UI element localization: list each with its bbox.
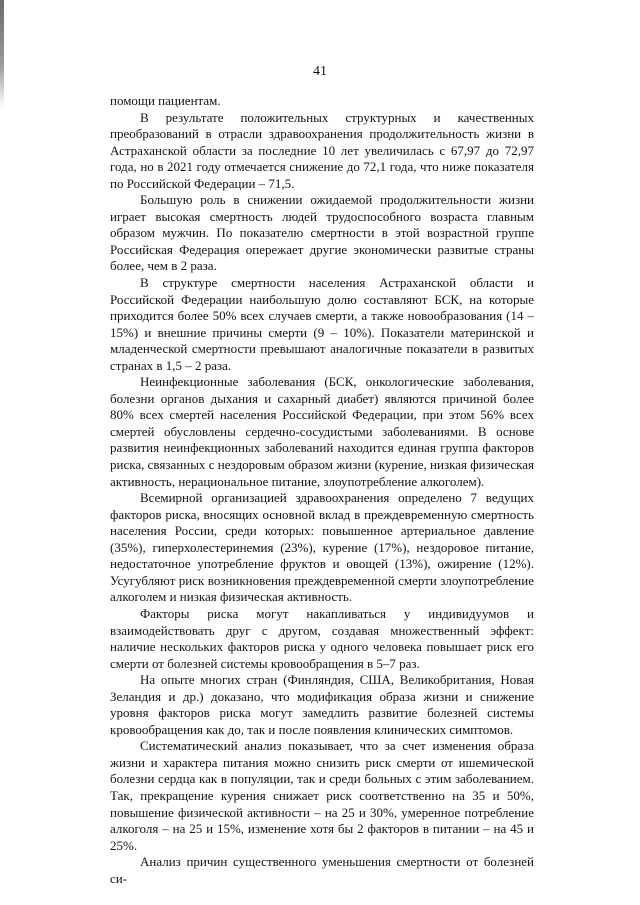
paragraph-noncommunicable-diseases: Неинфекционные заболевания (БСК, онкологические заболевания, болезни органов дыхания и сахарный диабет) являются причиной более 80% всех смертей населения Российской Федерации, при этом 56% всех смертей обусловлены сердечно-сосудистыми заболеваниями. В основе развития неинфекционных заболеваний находится единая группа факторов риска, связанных с нездоровым образом жизни (курение, низкая физическая активность, нерациональное питание, злоупотребление алкоголем). <box>110 374 534 489</box>
paragraph-continued: помощи пациентам. <box>110 93 221 108</box>
paragraph-systematic-analysis: Систематический анализ показывает, что за счет изменения образа жизни и характера питания можно снизить риск смерти от ишемической болезни сердца как в популяции, так и среди больных с этим заболеванием. Так, прекращение курения снижает риск соответственно на 35 и 50%, повышение физической активности – на 25 и 30%, умеренное потребление алкоголя – на 25 и 15%, изменение хотя бы 2 факторов в питании – на 45 и 25%. <box>110 738 534 853</box>
paragraph-analysis-causes: Анализ причин существенного уменьшения смертности от болезней си- <box>110 854 534 886</box>
scan-edge-mark <box>0 0 4 108</box>
paragraph-risk-accumulation: Факторы риска могут накапливаться у индивидуумов и взаимодействовать друг с другом, создавая множественный эффект: наличие нескольких факторов риска у одного человека повышает риск его смерти от болезней системы кровообращения в 5–7 раз. <box>110 605 534 671</box>
paragraph-working-age-mortality: Большую роль в снижении ожидаемой продолжительности жизни играет высокая смертность людей трудоспособного возраста главным образом мужчин. По показателю смертности в этой возрастной группе Российская Федерация опережает другие экономически развитые страны более, чем в 2 раза. <box>110 192 534 274</box>
paragraph-life-expectancy: В результате положительных структурных и качественных преобразований в отрасли здравоохранения продолжительность жизни в Астраханской области за последние 10 лет увеличилась с 67,97 до 72,97 года, но в 2021 году отмечается снижение до 72,1 года, что ниже показателя по Российской Федерации – 71,5. <box>110 109 534 191</box>
page-number: 41 <box>313 64 327 79</box>
paragraph-who-risk-factors: Всемирной организацией здравоохранения определено 7 ведущих факторов риска, вносящих основной вклад в преждевременную смертность населения России, среди которых: повышенное артериальное давление (35%), гиперхолестеринемия (23%), курение (17%), нездоровое питание, недостаточное употребление фруктов и овощей (13%), ожирение (12%). Усугубляют риск возникновения преждевременной смерти злоупотребление алкоголем и низкая физическая активность. <box>110 490 534 605</box>
paragraph-mortality-structure: В структуре смертности населения Астраханской области и Российской Федерации наибольшую долю составляют БСК, на которые приходится более 50% всех случаев смерти, а также новообразования (14 – 15%) и внешние причины смерти (9 – 10%). Показатели материнской и младенческой смертности превышают аналогичные показатели в развитых странах в 1,5 – 2 раза. <box>110 275 534 373</box>
body-text <box>110 93 534 887</box>
paragraph-country-experience: На опыте многих стран (Финляндия, США, Великобритания, Новая Зеландия и др.) доказано, что модификация образа жизни и снижение уровня факторов риска могут замедлить развитие болезней системы кровообращения как до, так и после появления клинических симптомов. <box>110 672 534 737</box>
